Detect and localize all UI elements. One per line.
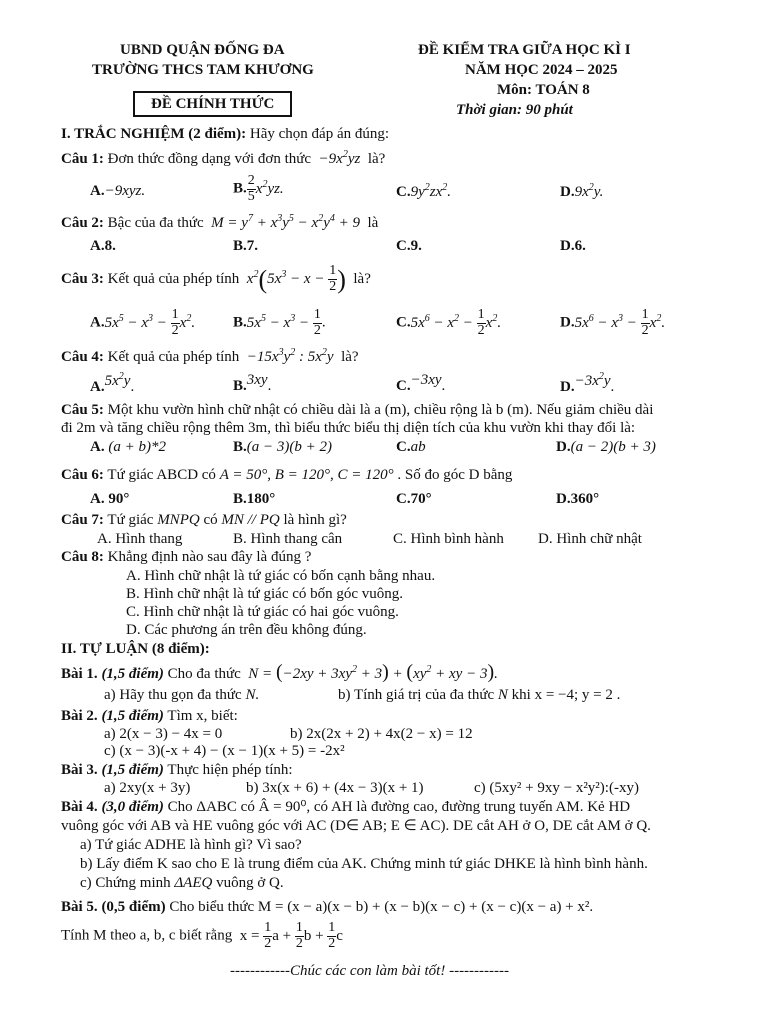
question-label: Câu 8: xyxy=(61,549,104,565)
exercise-1b-var: N xyxy=(497,687,508,703)
question-condition: MN // PQ xyxy=(221,512,280,528)
option-value: (a − 3)(b + 2) xyxy=(246,439,332,455)
question-formula: MNPQ xyxy=(157,512,200,528)
question-formula: A = 50°, B = 120°, C = 120° xyxy=(219,467,394,483)
exercise-1b-text: b) Tính giá trị của đa thức xyxy=(338,687,495,703)
question-text: Kết quả của phép tính xyxy=(107,271,240,288)
part2-title: II. TỰ LUẬN (8 điểm): xyxy=(61,641,210,657)
closing-wish: ------------Chúc các con làm bài tốt! ------------ xyxy=(230,963,510,979)
exercise-text: Cho biểu thức xyxy=(169,899,255,915)
exercise-label: Bài 3. xyxy=(61,762,98,778)
question-label: Câu 2: xyxy=(61,215,104,231)
q2-option-d[interactable]: D.6. xyxy=(560,238,586,254)
q1-option-d[interactable]: $D.9x^2y$. xyxy=(560,182,604,200)
exercise-points: (0,5 điểm) xyxy=(101,899,166,915)
official-stamp: ĐỀ CHÍNH THỨC xyxy=(133,91,292,117)
time-limit: Thời gian: 90 phút xyxy=(456,102,573,118)
exercise-3 xyxy=(61,761,293,779)
q8-option-d[interactable]: D. Các phương án trên đều không đúng. xyxy=(126,622,367,638)
q6-option-d[interactable]: D.360° xyxy=(556,491,600,507)
option-letter: D. xyxy=(560,379,575,395)
exercise-1a xyxy=(104,686,259,704)
exercise-label: Bài 5. xyxy=(61,899,98,915)
q7-option-b[interactable]: B. Hình thang cân xyxy=(233,531,343,547)
question-label: Câu 4: xyxy=(61,349,104,365)
exercise-2a: a) 2(x − 3) − 4x = 0 xyxy=(104,726,223,742)
exercise-3a: a) 2xy(x + 3y) xyxy=(104,780,191,796)
question-7 xyxy=(61,511,347,529)
q7-option-d[interactable]: D. Hình chữ nhật xyxy=(538,531,642,547)
q4-option-b[interactable]: B.3xy. xyxy=(233,372,272,394)
question-1 xyxy=(61,149,385,168)
exercise-5-text: Tính M theo a, b, c biết rằng xyxy=(61,927,233,944)
exercise-2 xyxy=(61,707,238,725)
question-label: Câu 1: xyxy=(61,151,104,167)
q3-option-c[interactable]: $C.5x^6 - x^2$ − $\frac{1}{2}$ $x^2$. xyxy=(396,307,502,338)
option-letter: C. xyxy=(396,314,411,331)
question-5-line2: đi 2m và tăng chiều rộng thêm 3m, thì biểu thức biểu thị diện tích của khu vườn khi thay đổi là: xyxy=(61,420,636,436)
exercise-text: Cho đa thức xyxy=(167,666,241,682)
exercise-4b: b) Lấy điểm K sao cho E là trung điểm của AK. Chứng minh tứ giác DHKE là hình bình hành. xyxy=(80,856,648,872)
q6-option-b[interactable]: B.180° xyxy=(233,491,276,507)
fraction: $\frac{2}{5}$ xyxy=(247,173,255,204)
q3-option-b[interactable]: $B.5x^5 - x^3$ − $\frac{1}{2}$ . xyxy=(233,307,326,338)
q5-option-c[interactable] xyxy=(396,438,426,456)
question-text: Một khu vườn hình chữ nhật có chiều dài là a (m), chiều rộng là b (m). Nếu giảm chiều dài xyxy=(107,402,654,418)
q2-option-b[interactable]: B.7. xyxy=(233,238,259,254)
question-3 xyxy=(61,264,371,295)
option-value: (a + b)*2 xyxy=(108,439,166,455)
question-formula: $-9x^2yz$ xyxy=(314,149,365,167)
question-4 xyxy=(61,347,359,366)
question-tail: là hình gì? xyxy=(283,512,347,528)
exercise-1b-tail: khi x = −4; y = 2 . xyxy=(511,687,621,703)
option-letter: B. xyxy=(233,439,247,455)
q7-option-a[interactable]: A. Hình thang xyxy=(97,531,183,547)
question-8 xyxy=(61,548,311,566)
question-text: Bậc của đa thức xyxy=(107,215,204,231)
q4-option-d[interactable]: $D.-3x^2y$. xyxy=(560,371,615,395)
exercise-label: Bài 2. xyxy=(61,708,98,724)
option-letter: C. xyxy=(396,184,411,200)
subject: Môn: TOÁN 8 xyxy=(497,82,590,98)
option-letter: C. xyxy=(396,439,411,455)
option-value: −9xyz. xyxy=(104,183,146,199)
question-tail: là? xyxy=(353,271,371,288)
question-label: Câu 6: xyxy=(61,467,104,483)
question-text: Kết quả của phép tính xyxy=(107,349,240,365)
exercise-4c-tail: vuông ở Q. xyxy=(216,875,284,891)
exercise-points: (1,5 điểm) xyxy=(101,762,164,778)
q8-option-c[interactable]: C. Hình chữ nhật là tứ giác có hai góc vuông. xyxy=(126,604,399,620)
question-text: Đơn thức đồng dạng với đơn thức xyxy=(107,151,312,167)
q4-option-c[interactable]: C.−3xy. xyxy=(396,372,446,394)
question-text: Khẳng định nào sau đây là đúng ? xyxy=(107,549,312,565)
question-text: Tứ giác xyxy=(107,512,154,528)
exercise-2c: c) (x − 3)(-x + 4) − (x − 1)(x + 5) = -2x² xyxy=(104,743,345,759)
question-tail: . Số đo góc D bằng xyxy=(397,467,513,483)
q8-option-b[interactable]: B. Hình chữ nhật là tứ giác có bốn góc vuông. xyxy=(126,586,404,602)
school-year: NĂM HỌC 2024 – 2025 xyxy=(465,62,618,78)
exercise-formula: M = (x − a)(x − b) + (x − b)(x − c) + (x − c)(x − a) + x². xyxy=(257,899,594,915)
exercise-1 xyxy=(61,660,498,684)
q1-option-a[interactable] xyxy=(90,182,145,200)
school-authority: UBND QUẬN ĐỐNG ĐA xyxy=(120,42,285,58)
question-tail: là? xyxy=(367,151,386,167)
exercise-points: (1,5 điểm) xyxy=(101,666,164,682)
option-letter: A. xyxy=(90,314,105,331)
exercise-text: Tìm x, biết: xyxy=(167,708,238,724)
exercise-4-line2: vuông góc với AB và HE vuông góc với AC (D∈ AB; E ∈ AC). DE cắt AH ở O, DE cắt AM ở Q. xyxy=(61,818,651,834)
part1-title: I. TRẮC NGHIỆM (2 điểm): xyxy=(61,126,247,142)
exercise-3b: b) 3x(x + 6) + (4x − 3)(x + 1) xyxy=(246,780,424,796)
option-letter: D. xyxy=(560,314,575,331)
q4-option-a[interactable]: $A.5x^2y$. xyxy=(90,371,135,395)
q1-option-b[interactable]: B. $\frac{2}{5}$ $x^2yz$. xyxy=(233,173,284,204)
exercise-points: (1,5 điểm) xyxy=(101,708,164,724)
exercise-4a: a) Tứ giác ADHE là hình gì? Vì sao? xyxy=(80,837,302,853)
q2-option-a[interactable]: A.8. xyxy=(90,238,116,254)
exercise-1a-text: a) Hãy thu gọn đa thức xyxy=(104,687,242,703)
option-letter: B. xyxy=(233,314,247,331)
exam-title: ĐỀ KIỂM TRA GIỮA HỌC KÌ I xyxy=(418,42,631,58)
q5-option-a[interactable] xyxy=(90,438,166,456)
q2-option-c[interactable]: C.9. xyxy=(396,238,422,254)
question-text: Tứ giác ABCD có xyxy=(107,467,216,483)
question-formula: $-15x^3y^2$ : $5x^2y$ xyxy=(243,347,338,365)
option-letter: A. xyxy=(90,183,105,199)
question-tail: là xyxy=(367,215,379,231)
q6-option-a[interactable]: A. 90° xyxy=(90,491,130,507)
option-letter: D. xyxy=(560,184,575,200)
question-formula: $x^2(5x^3 - x$ − $\frac{1}{2}$ ) xyxy=(243,263,346,295)
q8-option-a[interactable]: A. Hình chữ nhật là tứ giác có bốn cạnh bằng nhau. xyxy=(126,568,436,584)
exercise-label: Bài 1. xyxy=(61,666,98,682)
option-value: ab xyxy=(410,439,426,455)
exercise-5-line2 xyxy=(61,921,343,951)
q3-option-d[interactable]: $D.5x^6 - x^3$ − $\frac{1}{2}$ $x^2$. xyxy=(560,307,666,338)
option-letter: C. xyxy=(396,378,411,394)
part1-instruction: Hãy chọn đáp án đúng: xyxy=(249,126,390,142)
exercise-4c-text: c) Chứng minh xyxy=(80,875,171,891)
option-letter: A. xyxy=(90,439,105,455)
question-tail: là? xyxy=(341,349,359,365)
exercise-4c-triangle: ΔAEQ xyxy=(174,875,213,891)
option-letter: B. xyxy=(233,180,247,197)
q5-option-b[interactable] xyxy=(233,438,332,456)
exercise-4c xyxy=(80,874,284,892)
question-text-mid: có xyxy=(203,512,218,528)
exercise-2b: b) 2x(2x + 2) + 4x(2 − x) = 12 xyxy=(290,726,473,742)
school-name: TRƯỜNG THCS TAM KHƯƠNG xyxy=(92,62,314,78)
option-letter: A. xyxy=(90,379,105,395)
exercise-1b xyxy=(338,686,620,704)
option-letter: B. xyxy=(233,378,247,394)
exercise-4 xyxy=(61,798,630,816)
question-label: Câu 5: xyxy=(61,402,104,418)
q7-option-c[interactable]: C. Hình bình hành xyxy=(393,531,504,547)
exercise-text: Thực hiện phép tính: xyxy=(167,762,293,778)
q3-option-a[interactable]: $A.5x^5 - x^3$ − $\frac{1}{2}$ $x^2$. xyxy=(90,307,196,338)
question-6 xyxy=(61,466,512,484)
q1-option-c[interactable]: $C.9y^2zx^2$. xyxy=(396,182,452,200)
exercise-5-formula: x = $\frac{1}{2}$ a + $\frac{1}{2}$ b + $\frac{1}{2}$ c xyxy=(235,920,343,951)
question-formula: $M = y^7 + x^3y^5 - x^2y^4 + 9$ xyxy=(207,213,364,231)
exercise-1a-var: N. xyxy=(245,687,260,703)
exercise-label: Bài 4. xyxy=(61,799,98,815)
exercise-text: Cho ΔABC có Â = 90⁰, có AH là đường cao, đường trung tuyến AM. Kẻ HD xyxy=(167,799,631,815)
q6-option-c[interactable]: C.70° xyxy=(396,491,432,507)
exercise-points: (3,0 điểm) xyxy=(101,799,164,815)
question-5 xyxy=(61,401,653,419)
exercise-5 xyxy=(61,898,593,916)
question-label: Câu 3: xyxy=(61,271,104,288)
exercise-3c: c) (5xy² + 9xy − x²y²):(-xy) xyxy=(474,780,639,796)
option-value: (a − 2)(b + 3) xyxy=(570,439,656,455)
question-2 xyxy=(61,213,378,232)
option-letter: D. xyxy=(556,439,571,455)
q5-option-d[interactable] xyxy=(556,438,656,456)
part1-heading xyxy=(61,125,389,143)
question-label: Câu 7: xyxy=(61,512,104,528)
exercise-formula: $N = (-2xy + 3xy^2 + 3) + (xy^2$ + xy − 3). xyxy=(244,661,498,683)
